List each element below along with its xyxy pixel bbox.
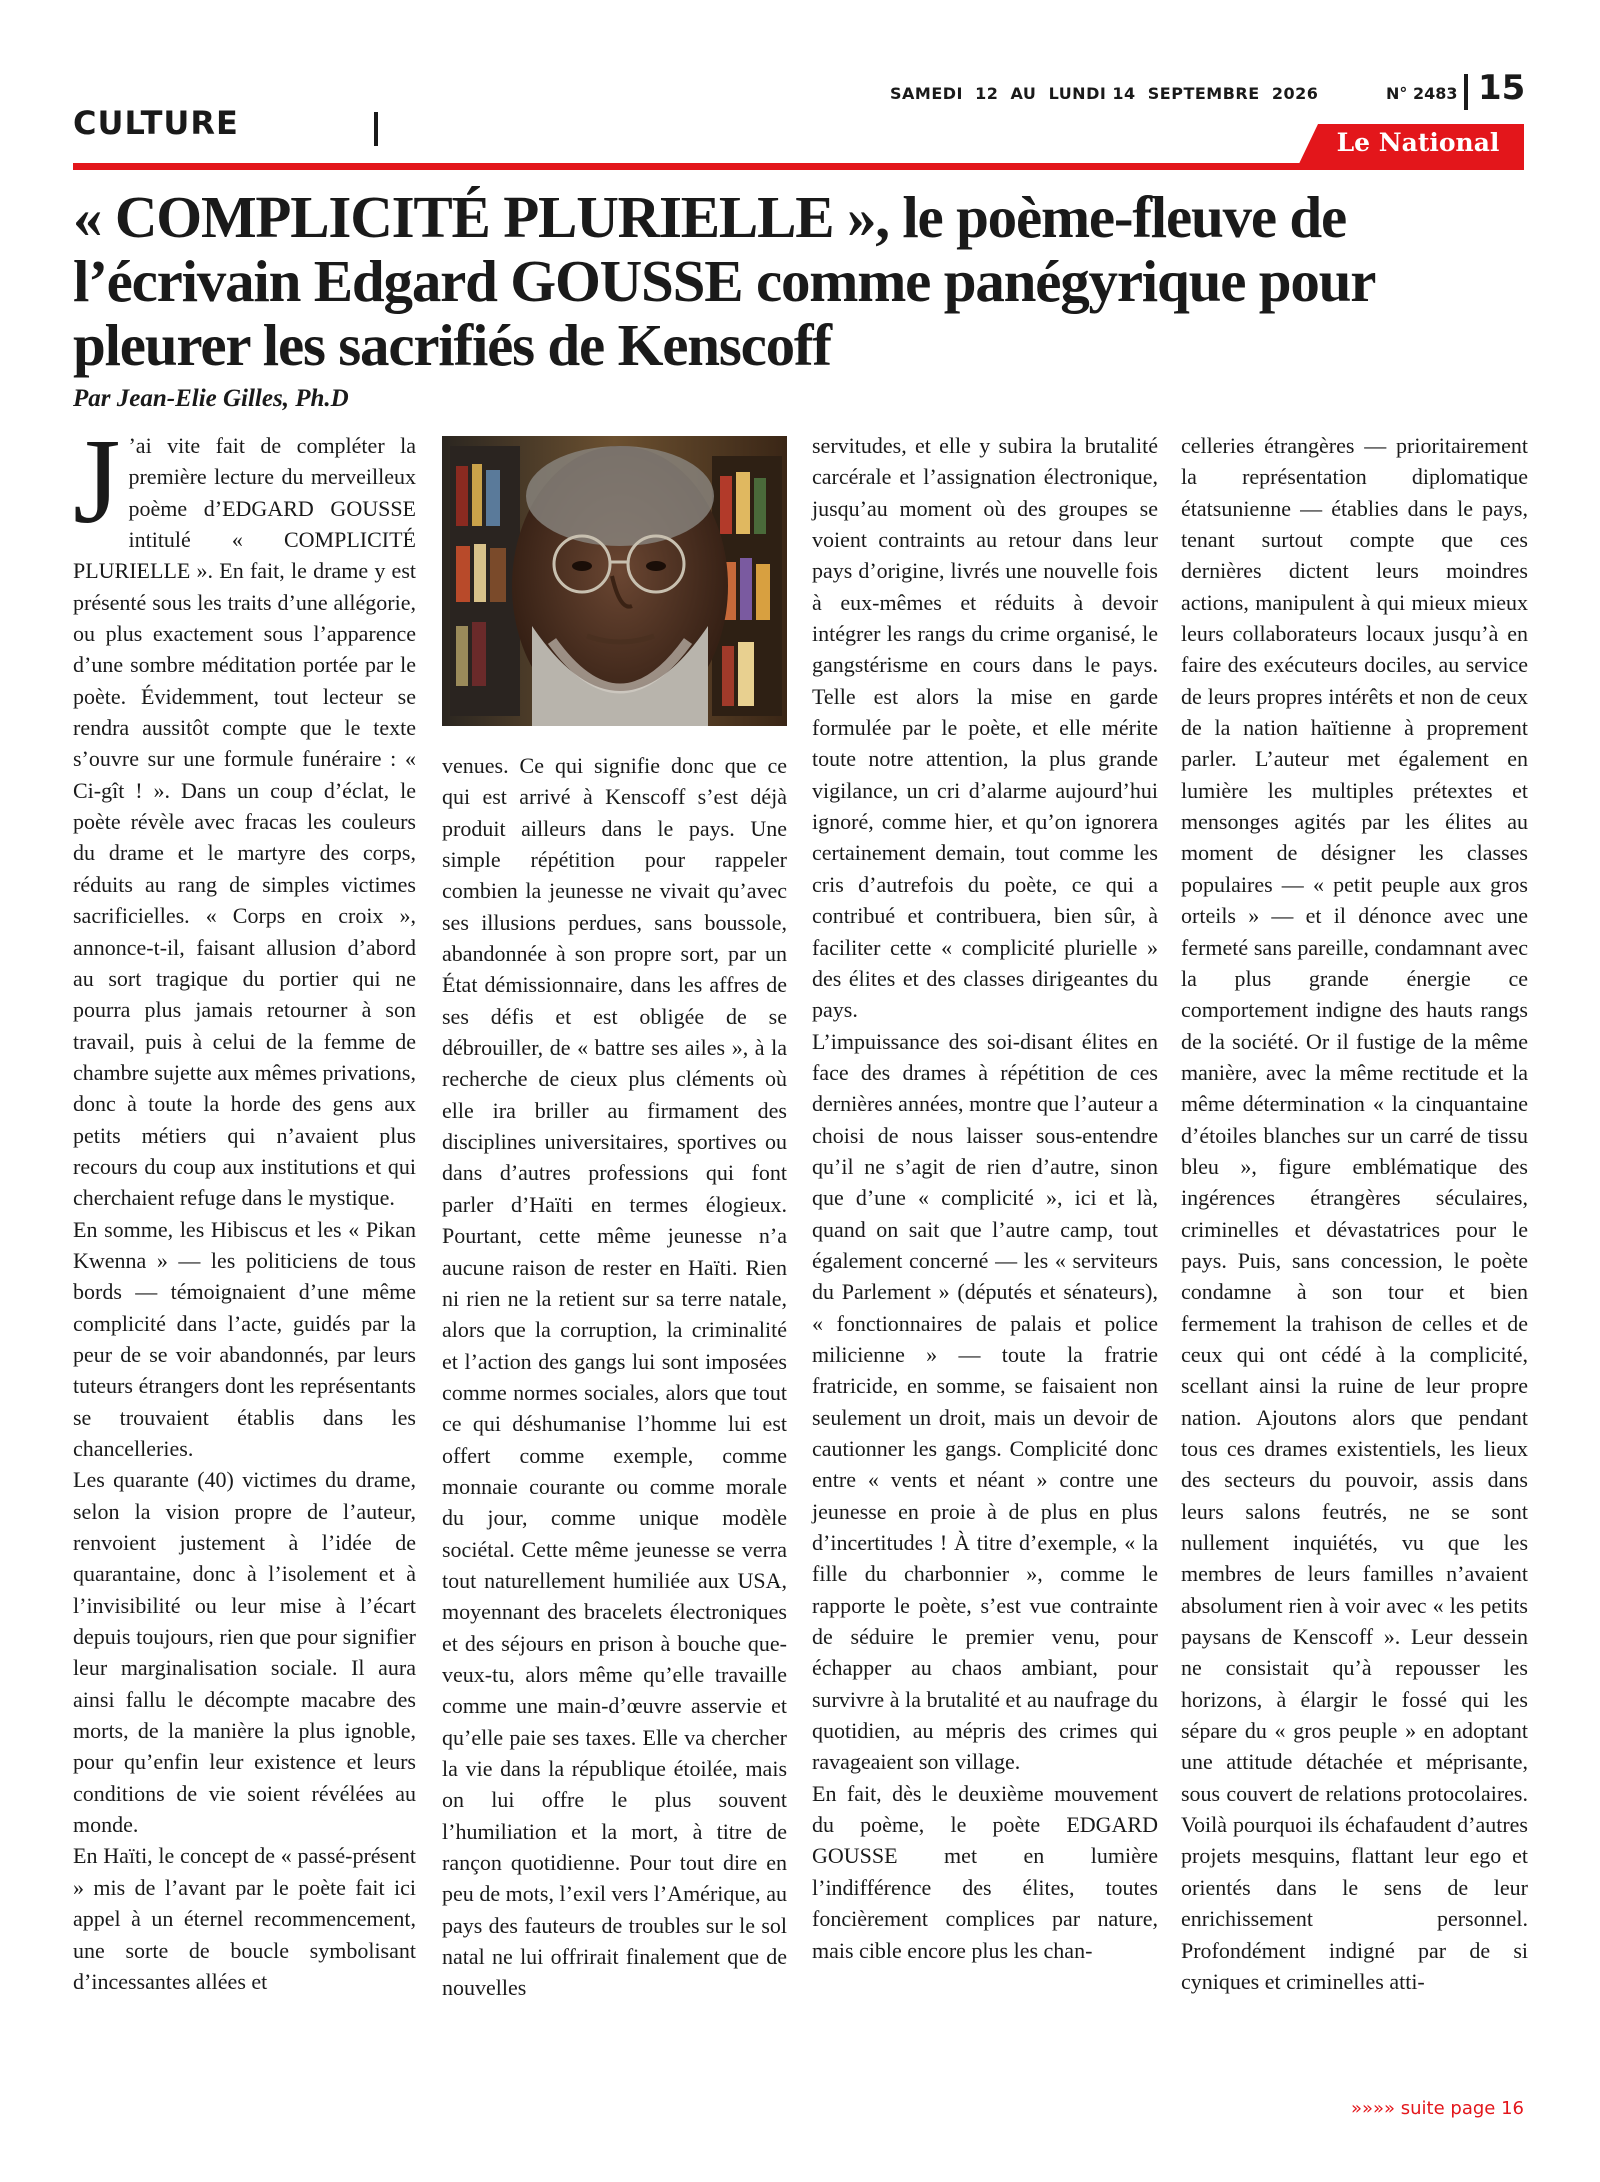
article-paragraph: Les quarante (40) victimes du drame, selon la vision propre de l’auteur, renvoient justement à l’idée de quarantaine, donc à l’isolement et à l’invisibilité ou leur mise à l’écart depuis toujours, rien que pour signifier leur marginalisation sociale. Il aura ainsi fallu le décompte macabre des morts, de la manière la plus ignoble, pour qu’enfin leur existence et leurs conditions de vie soient révélées au monde.: [73, 1467, 416, 1838]
article-column-4: [1181, 430, 1528, 1997]
article-paragraph: servitudes, et elle y subira la brutalité carcérale et l’assignation électronique, jusqu’au moment où des groupes se voient contraints au retour dans leur pays d’origine, livrés une nouvelle fois à eux-mêmes et réduits à devoir intégrer les rangs du crime organisé, le gangstérisme en cours dans le pays. Telle est alors la mise en garde formulée par le poète, et elle mérite toute notre attention, la plus grande vigilance, un cri d’alarme aujourd’hui ignoré, comme hier, et qu’on ignorera certainement demain, tout comme les cris d’autrefois du poète, ce qui a contribué et contribuera, bien sûr, à faciliter cette « complicité plurielle » des élites et des classes dirigeantes du pays.: [812, 433, 1158, 1023]
article-paragraph: venues. Ce qui signifie donc que ce qui est arrivé à Kenscoff s’est déjà produit ailleurs dans le pays. Une simple répétition pour rappeler combien la jeunesse ne vivait qu’avec ses illusions perdues, sans boussole, abandonnée à son propre sort, par un État démissionnaire, dans les affres de ses défis et est obligée de se débrouiller, de « battre ses ailes », à la recherche de cieux plus cléments où elle ira briller au firmament des disciplines universitaires, sportives ou dans d’autres professions qui font parler d’Haïti en termes élogieux. Pourtant, cette même jeunesse n’a aucune raison de rester en Haïti. Rien ni rien ne la retient sur sa terre natale, alors que la corruption, la criminalité et l’action des gangs lui sont imposées comme normes sociales, alors que tout ce qui déshumanise l’homme lui est offert comme exemple, comme monnaie courante ou comme morale du jour, comme unique modèle sociétal. Cette même jeunesse se verra tout naturellement humiliée aux USA, moyennant des bracelets électroniques et des séjours en prison à bouche que-veux-tu, alors même qu’elle travaille comme une main-d’œuvre asservie et qu’elle paie ses taxes. Elle va chercher la vie dans la république étoilée, mais on lui offre le plus souvent l’humiliation et la mort, à titre de rançon quotidienne. Pour tout dire en peu de mots, l’exil vers l’Amérique, au pays des fauteurs de troubles sur le sol natal ne lui offrirait finalement que de nouvelles: [442, 753, 787, 2001]
portrait-photo-icon: [442, 436, 787, 726]
drop-cap: J: [73, 414, 121, 549]
section-divider: [374, 112, 378, 146]
issue-number: N° 2483: [1386, 84, 1458, 103]
article-paragraph: En Haïti, le concept de « passé-présent » mis de l’avant par le poète fait ici appel à un éternel recommencement, une sorte de boucle symbolisant d’incessantes allées et: [73, 1843, 416, 1994]
article-paragraph: L’impuissance des soi-disant élites en face des drames à répétition de ces dernières années, montre que l’auteur a choisi de nous laisser sous-entendre qu’il ne s’agit de rien d’autre, sinon que d’une « complicité », ici et là, quand on sait que l’autre camp, tout également concerné — les « serviteurs du Parlement » (députés et sénateurs), « fonctionnaires de palais et police milicienne » — toute la fratrie fratricide, en somme, se faisaient non seulement un droit, mais un devoir de cautionner les gangs. Complicité donc entre « vents et néant » contre une jeunesse en proie à de plus en plus d’incertitudes ! À titre d’exemple, « la fille du charbonnier », comme le rapporte le poète, s’est vue contrainte de séduire le premier venu, pour échapper au chaos ambiant, pour survivre à la brutalité et au naufrage du quotidien, au mépris des crimes qui ravageaient son village.: [812, 1028, 1158, 1775]
page-number: 15: [1478, 68, 1526, 108]
brand-name: Le National: [1336, 128, 1500, 157]
section-label: CULTURE: [73, 104, 239, 142]
page-header: [0, 0, 1600, 170]
dateline: SAMEDI 12 AU LUNDI 14 SEPTEMBRE 2026: [890, 84, 1319, 103]
continued-on-page-link[interactable]: »»»» suite page 16: [1351, 2098, 1524, 2119]
article-column-1: [73, 414, 416, 1997]
article-column-3: [812, 430, 1158, 1966]
article-paragraph: celleries étrangères — prioritairement la représentation diplomatique étatsunienne — établies dans le pays, tenant surtout compte que ces dernières dictent leurs moindres actions, manipulent à qui mieux mieux leurs collaborateurs locaux jusqu’à en faire des exécuteurs dociles, au service de leurs propres intérêts et non de ceux de la nation haïtienne à proprement parler. L’auteur met également en lumière les multiples prétextes et mensonges agités par les élites au moment de désigner les classes populaires — « petit peuple aux gros orteils » — et il dénonce avec une fermeté sans pareille, condamnant avec la plus grande énergie ce comportement indigne des hauts rangs de la société. Or il fustige de la même manière, avec la même rectitude et la même détermination « la cinquantaine d’étoiles blanches sur un carré de tissu bleu », figure emblématique des ingérences étrangères séculaires, criminelles et dévastatrices pour le pays. Puis, sans concession, le poète condamne à son tour et bien fermement la trahison de celles et de ceux qui ont cédé à la complicité, scellant ainsi la ruine de leur propre nation. Ajoutons alors que pendant tous ces drames existentiels, les lieux des secteurs du pouvoir, assis dans leurs salons feutrés, ne se sont nullement inquiétés, vu que les membres de leurs familles n’avaient absolument rien à voir avec « les petits paysans de Kenscoff ». Leur dessein ne consistait qu’à repousser les horizons, à élargir le fossé qui les sépare du « gros peuple » en adoptant une attitude détachée et méprisante, sous couvert de relations protocolaires. Voilà pourquoi ils échafaudent d’autres projets mesquins, flattant leur ego et orientés dans le sens de leur enrichissement personnel. Profondément indigné par de si cyniques et criminelles atti-: [1181, 433, 1528, 1994]
article-paragraph: En somme, les Hibiscus et les « Pikan Kwenna » — les politiciens de tous bords — témoignaient d’une même complicité dans l’acte, guidés par la peur de se voir abandonnés, par leurs tuteurs étrangers dont les représentants se trouvaient établis dans les chancelleries.: [73, 1216, 416, 1461]
page-number-divider: [1464, 74, 1468, 110]
header-rule: [73, 163, 1524, 170]
article-column-2: [442, 750, 787, 2004]
paragraph-text: ’ai vite fait de compléter la première lecture du merveilleux poème d’EDGARD GOUSSE intitulé « COMPLICITÉ PLURIELLE ». En fait, le drame y est présenté sous les traits d’une allégorie, ou plus exactement sous l’apparence d’une sombre méditation portée par le poète. Évidemment, tout lecteur se rendra aussitôt compte que le texte s’ouvre sur une formule funéraire : « Ci-gît ! ». Dans un coup d’éclat, le poète révèle avec fracas les couleurs du drame et le martyre des corps, réduits au rang de simples victimes sacrificielles. « Corps en croix », annonce-t-il, faisant allusion d’abord au sort tragique du portier qui ne pourra plus jamais retourner à son travail, puis à celui de la femme de chambre sujette aux mêmes privations, donc à toute la horde des gens aux petits métiers qui n’avaient plus recours du coup aux institutions et qui cherchaient refuge dans le mystique.: [73, 433, 416, 1211]
article-headline: « COMPLICITÉ PLURIELLE », le poème-fleuve de l’écrivain Edgard GOUSSE comme panégyrique pour pleurer les sacrifiés de Kenscoff: [73, 184, 1375, 378]
author-portrait-photo: [442, 436, 787, 726]
article-byline: Par Jean-Elie Gilles, Ph.D: [73, 385, 349, 412]
article-paragraph: [73, 414, 416, 1214]
article-paragraph: En fait, dès le deuxième mouvement du poème, le poète EDGARD GOUSSE met en lumière l’indifférence des élites, toutes foncièrement complices par nature, mais cible encore plus les chan-: [812, 1780, 1158, 1963]
